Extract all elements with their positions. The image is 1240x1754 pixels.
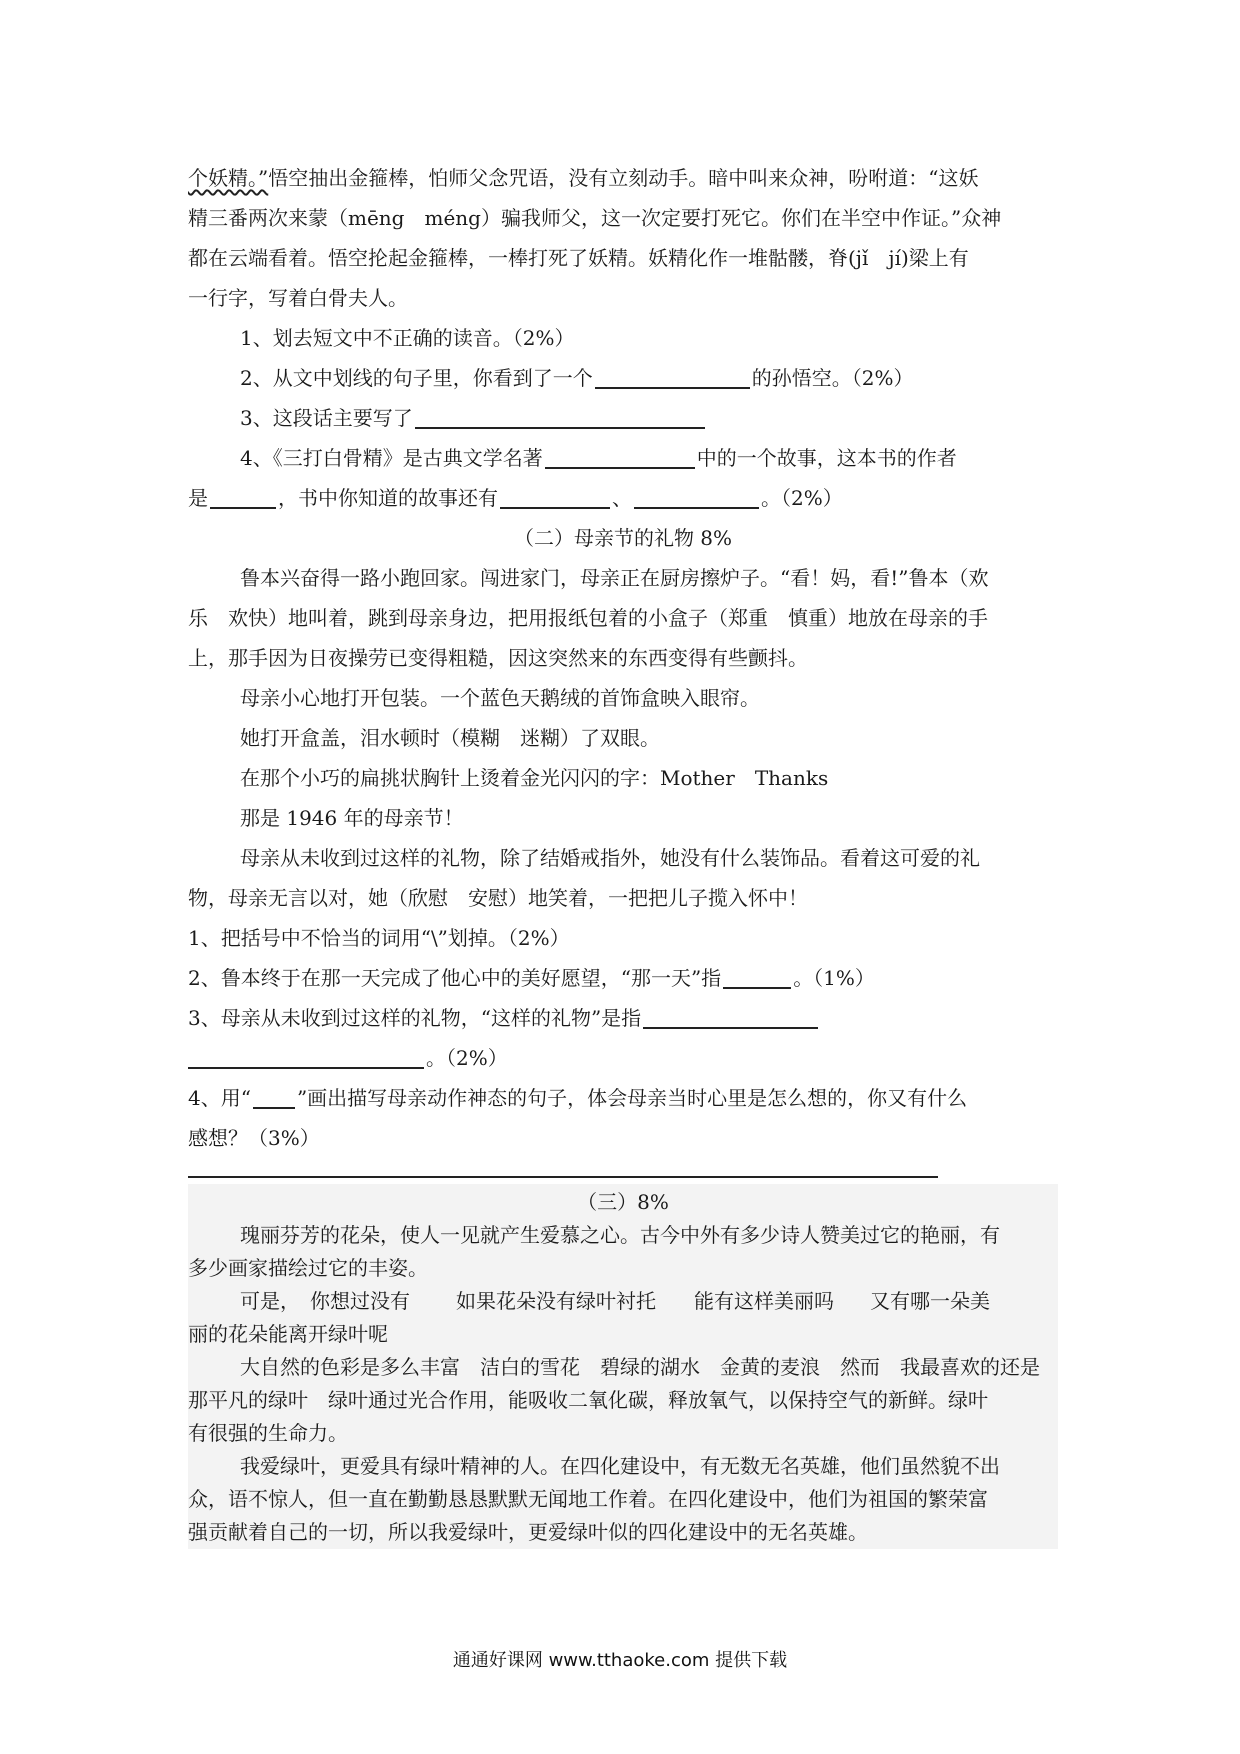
s1-text: 悟空抽出金箍棒，怕师父念咒语，没有立刻动手。暗中叫来众神，吩咐道：“这妖 <box>268 166 979 190</box>
s1-paragraph-line: 都在云端看着。悟空抡起金箍棒，一棒打死了妖精。妖精化作一堆骷髅，脊(jǐ jí)梁上有 <box>188 246 969 270</box>
q-text: 。（2%） <box>426 1046 508 1070</box>
answer-blank[interactable] <box>634 483 759 509</box>
section-2-title: （二）母亲节的礼物 8% <box>513 526 733 550</box>
s3-text: 又有哪一朵美 <box>870 1289 990 1313</box>
q-text: 3、这段话主要写了 <box>240 406 413 430</box>
section-3 <box>188 1184 1058 1549</box>
q-text: 。（1%） <box>793 966 875 990</box>
worksheet-page <box>188 158 1058 1549</box>
s2-question-2 <box>188 958 1058 998</box>
s1-underlined-sentence: 个妖精。” <box>188 166 269 190</box>
s2-paragraph-line: 那是 1946 年的母亲节！ <box>240 806 464 830</box>
s3-text: 如果花朵没有绿叶衬托 <box>456 1289 656 1313</box>
s2-paragraph-line: 她打开盒盖，泪水顿时（模糊 迷糊）了双眼。 <box>240 726 660 750</box>
q-text: 3、母亲从未收到过这样的礼物，“这样的礼物”是指 <box>188 1006 642 1030</box>
q-text: 中的一个故事，这本书的作者 <box>696 446 957 470</box>
answer-blank[interactable] <box>415 403 705 429</box>
answer-blank[interactable] <box>723 963 791 989</box>
answer-line[interactable] <box>188 1176 938 1178</box>
s3-paragraph-line: 强贡献着自己的一切，所以我爱绿叶，更爱绿叶似的四化建设中的无名英雄。 <box>188 1520 868 1544</box>
s2-question-4-cont: 感想？（3%） <box>188 1126 320 1150</box>
s2-paragraph-line: 母亲小心地打开包装。一个蓝色天鹅绒的首饰盒映入眼帘。 <box>240 686 760 710</box>
q-text: 2、从文中划线的句子里，你看到了一个 <box>240 366 593 390</box>
s3-paragraph-line: 那平凡的绿叶 绿叶通过光合作用，能吸收二氧化碳，释放氧气，以保持空气的新鲜。绿叶 <box>188 1388 988 1412</box>
q-text: ”画出描写母亲动作神态的句子，体会母亲当时心里是怎么想的，你又有什么 <box>296 1086 968 1110</box>
s3-text: 可是， <box>240 1289 300 1313</box>
s1-question-2 <box>188 358 1058 398</box>
s2-paragraph-line: 鲁本兴奋得一路小跑回家。闯进家门，母亲正在厨房擦炉子。“看！妈，看!”鲁本（欢 <box>240 566 989 590</box>
s2-paragraph-line: 物，母亲无言以对，她（欣慰 安慰）地笑着，一把把儿子揽入怀中！ <box>188 886 808 910</box>
s3-paragraph-line: 我爱绿叶，更爱具有绿叶精神的人。在四化建设中，有无数无名英雄，他们虽然貌不出 <box>240 1454 1000 1478</box>
s1-paragraph-line: 精三番两次来蒙（mēng méng）骗我师父，这一次定要打死它。你们在半空中作证。”众神 <box>188 206 1002 230</box>
s1-question-3 <box>188 398 1058 438</box>
q-text: 2、鲁本终于在那一天完成了他心中的美好愿望，“那一天”指 <box>188 966 722 990</box>
underline-sample <box>253 1083 295 1109</box>
s3-paragraph-line: 有很强的生命力。 <box>188 1421 348 1445</box>
s3-text: 能有这样美丽吗 <box>694 1289 834 1313</box>
s3-text: 你想过没有 <box>310 1289 410 1313</box>
answer-blank[interactable] <box>500 483 610 509</box>
s2-question-3 <box>188 998 1058 1038</box>
s3-paragraph-line: 众，语不惊人，但一直在勤勤恳恳默默无闻地工作着。在四化建设中，他们为祖国的繁荣富 <box>188 1487 988 1511</box>
q-text: 的孙悟空。（2%） <box>751 366 914 390</box>
page-footer: 通通好课网 www.tthaoke.com 提供下载 <box>452 1650 788 1671</box>
s2-question-3-cont <box>188 1038 1058 1078</box>
q-text: 4、《三打白骨精》是古典文学名著 <box>240 446 543 470</box>
s2-paragraph-line: 母亲从未收到过这样的礼物，除了结婚戒指外，她没有什么装饰品。看着这可爱的礼 <box>240 846 980 870</box>
q-text: 是 <box>188 486 208 510</box>
s2-paragraph-line: 乐 欢快）地叫着，跳到母亲身边，把用报纸包着的小盒子（郑重 慎重）地放在母亲的手 <box>188 606 988 630</box>
s3-paragraph-line: 大自然的色彩是多么丰富 洁白的雪花 碧绿的湖水 金黄的麦浪 然而 我最喜欢的还是 <box>240 1355 1040 1379</box>
s1-paragraph-line: 一行字，写着白骨夫人。 <box>188 286 408 310</box>
s2-paragraph-line: 上，那手因为日夜操劳已变得粗糙，因这突然来的东西变得有些颤抖。 <box>188 646 808 670</box>
s3-paragraph-line: 丽的花朵能离开绿叶呢 <box>188 1322 388 1346</box>
answer-blank[interactable] <box>643 1003 818 1029</box>
q-text: 4、用“ <box>188 1086 251 1110</box>
answer-blank[interactable] <box>545 443 695 469</box>
answer-blank[interactable] <box>188 1043 424 1069</box>
answer-blank[interactable] <box>595 363 750 389</box>
s2-question-1: 1、把括号中不恰当的词用“\”划掉。（2%） <box>188 926 570 950</box>
answer-blank[interactable] <box>210 483 276 509</box>
s1-question-1: 1、划去短文中不正确的读音。（2%） <box>240 326 575 350</box>
s3-paragraph-line: 瑰丽芬芳的花朵，使人一见就产生爱慕之心。古今中外有多少诗人赞美过它的艳丽，有 <box>240 1223 1000 1247</box>
q-text: 、 <box>612 486 632 510</box>
section-3-title: （三）8% <box>577 1190 669 1214</box>
s1-paragraph-line <box>188 158 1058 198</box>
q-text: 。（2%） <box>761 486 843 510</box>
s2-paragraph-line: 在那个小巧的扁挑状胸针上烫着金光闪闪的字：Mother Thanks <box>240 766 829 790</box>
s1-question-4-cont <box>188 478 1058 518</box>
s3-paragraph-line <box>188 1285 1058 1318</box>
q-text: ，书中你知道的故事还有 <box>278 486 498 510</box>
s3-paragraph-line: 多少画家描绘过它的丰姿。 <box>188 1256 428 1280</box>
s1-question-4 <box>188 438 1058 478</box>
s2-question-4 <box>188 1078 1058 1118</box>
